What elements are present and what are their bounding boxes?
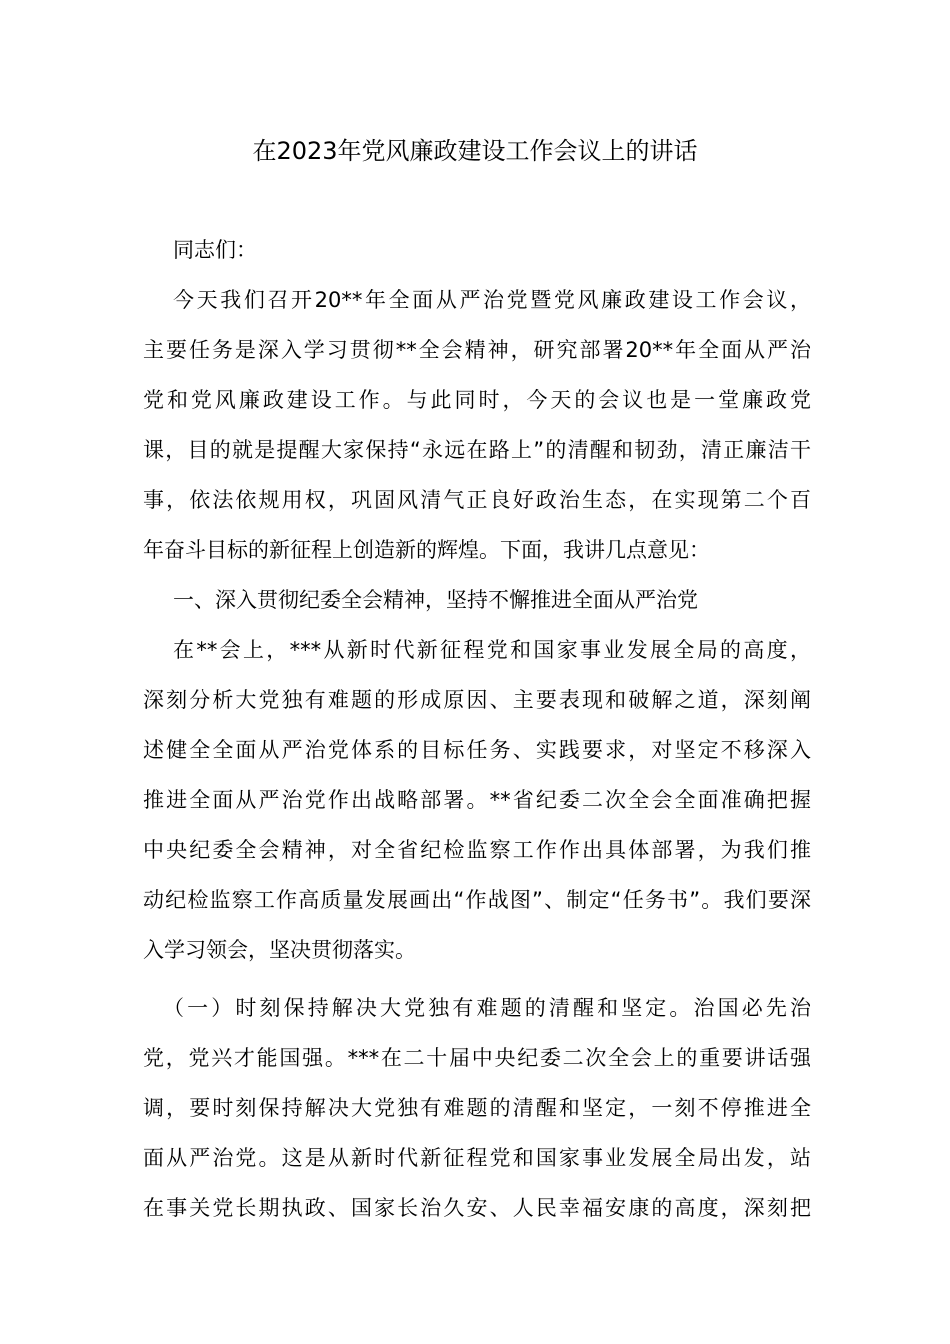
paragraph-line: 年奋斗目标的新征程上创造新的辉煌。下面，我讲几点意见： (143, 538, 710, 562)
section-heading: 一、深入贯彻纪委全会精神，坚持不懈推进全面从严治党 (173, 588, 698, 612)
paragraph-line: 在事关党长期执政、国家长治久安、人民幸福安康的高度，深刻把 (143, 1196, 811, 1220)
subsection-line: （一）时刻保持解决大党独有难题的清醒和坚定。治国必先治 (163, 996, 811, 1020)
paragraph-line: 课，目的就是提醒大家保持“永远在路上”的清醒和韧劲，清正廉洁干 (143, 438, 811, 462)
salutation: 同志们： (173, 238, 257, 262)
paragraph-line: 深刻分析大党独有难题的形成原因、主要表现和破解之道，深刻阐 (143, 688, 811, 712)
paragraph-line: 今天我们召开20**年全面从严治党暨党风廉政建设工作会议， (173, 288, 811, 312)
paragraph-line: 党，党兴才能国强。***在二十届中央纪委二次全会上的重要讲话强 (143, 1046, 811, 1070)
paragraph-line: 面从严治党。这是从新时代新征程党和国家事业发展全局出发，站 (143, 1146, 811, 1170)
paragraph-line: 调，要时刻保持解决大党独有难题的清醒和坚定，一刻不停推进全 (143, 1096, 811, 1120)
paragraph-line: 主要任务是深入学习贯彻**全会精神，研究部署20**年全面从严治 (143, 338, 811, 362)
paragraph-line: 党和党风廉政建设工作。与此同时，今天的会议也是一堂廉政党 (143, 388, 811, 412)
paragraph-line: 中央纪委全会精神，对全省纪检监察工作作出具体部署，为我们推 (143, 838, 811, 862)
paragraph-line: 入学习领会，坚决贯彻落实。 (143, 938, 416, 962)
paragraph-line: 述健全全面从严治党体系的目标任务、实践要求，对坚定不移深入 (143, 738, 811, 762)
document-title: 在2023年党风廉政建设工作会议上的讲话 (252, 137, 698, 165)
document-body (143, 225, 811, 1233)
paragraph-line: 事，依法依规用权，巩固风清气正良好政治生态，在实现第二个百 (143, 488, 811, 512)
paragraph-line: 动纪检监察工作高质量发展画出“作战图”、制定“任务书”。我们要深 (143, 888, 811, 912)
paragraph-line: 在**会上，***从新时代新征程党和国家事业发展全局的高度， (173, 638, 811, 662)
paragraph-line: 推进全面从严治党作出战略部署。**省纪委二次全会全面准确把握 (143, 788, 811, 812)
